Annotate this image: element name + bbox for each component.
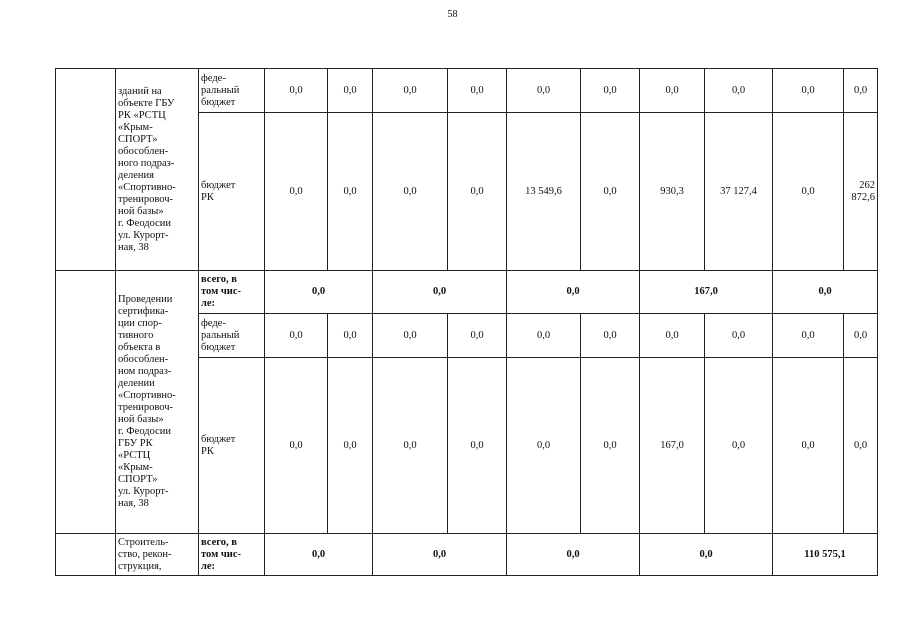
value-cell: 0,0 xyxy=(773,314,844,358)
measure-name-line: РК «РСТЦ xyxy=(118,109,166,121)
value-cell: 0,0 xyxy=(328,358,373,534)
measure-name-line: струкция, xyxy=(118,560,162,572)
value-cell: 0,0 xyxy=(581,113,640,271)
value-cell: 0,0 xyxy=(328,69,373,113)
value-cell: 0,0 xyxy=(705,358,773,534)
table-row xyxy=(56,69,878,113)
value-cell: 0,0 xyxy=(448,358,507,534)
measure-name-line: Проведении xyxy=(118,294,173,305)
measure-name-line: Строитель- xyxy=(118,536,169,548)
value-cell: 0,0 xyxy=(328,314,373,358)
measure-name-line: ГБУ РК xyxy=(118,438,153,449)
value-cell: 0,0 xyxy=(448,113,507,271)
measure-name-line: г. Феодосии xyxy=(118,426,172,437)
value-cell: 0,0 xyxy=(844,69,878,113)
measure-name-line: «Крым- xyxy=(118,462,153,473)
funding-source-total-cell: всего, в том чис- ле: xyxy=(199,271,265,314)
total-value-cell: 0,0 xyxy=(265,534,373,576)
measure-name-line: «Крым- xyxy=(118,121,153,133)
value-cell: 0,0 xyxy=(581,314,640,358)
total-value-cell: 0,0 xyxy=(640,534,773,576)
value-cell: 0,0 xyxy=(640,314,705,358)
value-cell: 930,3 xyxy=(640,113,705,271)
total-value-cell: 0,0 xyxy=(507,271,640,314)
value-cell: 37 127,4 xyxy=(705,113,773,271)
value-cell: 0,0 xyxy=(581,358,640,534)
measure-name-line: ной базы» xyxy=(118,205,164,217)
funding-source-total-cell: всего, в том чис- ле: xyxy=(199,534,265,576)
measure-name-line: тренировоч- xyxy=(118,193,174,205)
value-cell: 0,0 xyxy=(844,314,878,358)
measure-name-line: «Спортивно- xyxy=(118,390,176,401)
measure-name-line: тивного xyxy=(118,330,154,341)
value-cell: 0,0 xyxy=(773,69,844,113)
blank-cell xyxy=(56,534,116,576)
measure-name-line: тренировоч- xyxy=(118,402,174,413)
value-cell: 0,0 xyxy=(507,314,581,358)
page-number: 58 xyxy=(447,9,458,20)
value-cell: 13 549,6 xyxy=(507,113,581,271)
value-cell: 0,0 xyxy=(373,69,448,113)
value-cell: 0,0 xyxy=(265,113,328,271)
table-row xyxy=(56,534,878,576)
total-value-cell: 0,0 xyxy=(373,534,507,576)
value-cell: 167,0 xyxy=(640,358,705,534)
value-cell: 0,0 xyxy=(373,113,448,271)
measure-name-line: СПОРТ» xyxy=(118,133,158,145)
budget-table xyxy=(55,68,878,576)
measure-name-cell xyxy=(116,69,199,271)
measure-name-line: ном подраз- xyxy=(118,366,172,377)
measure-name-cell xyxy=(116,534,199,576)
funding-source-cell: феде- ральный бюджет xyxy=(199,314,265,358)
total-value-cell: 167,0 xyxy=(640,271,773,314)
measure-name-line: ная, 38 xyxy=(118,498,149,509)
value-cell: 0,0 xyxy=(844,358,878,534)
total-value-cell: 0,0 xyxy=(773,271,878,314)
measure-name-line: объекта в xyxy=(118,342,161,353)
measure-name-line: обособлен- xyxy=(118,354,169,365)
value-cell: 0,0 xyxy=(705,69,773,113)
value-cell: 0,0 xyxy=(773,113,844,271)
measure-name-line: деления xyxy=(118,169,154,181)
measure-name-line: «Спортивно- xyxy=(118,181,176,193)
funding-source-cell: феде- ральный бюджет xyxy=(199,69,265,113)
value-cell: 0,0 xyxy=(265,314,328,358)
value-cell: 0,0 xyxy=(373,358,448,534)
blank-cell xyxy=(56,271,116,534)
value-cell: 0,0 xyxy=(448,69,507,113)
value-cell: 262 872,6 xyxy=(844,113,878,271)
value-cell: 0,0 xyxy=(507,358,581,534)
total-value-cell: 110 575,1 xyxy=(773,534,878,576)
measure-name-line: обособлен- xyxy=(118,145,169,157)
measure-name-line: ной базы» xyxy=(118,414,164,425)
value-cell: 0,0 xyxy=(448,314,507,358)
funding-source-cell: бюджет РК xyxy=(199,113,265,271)
measure-name-line: ная, 38 xyxy=(118,241,149,253)
value-cell: 0,0 xyxy=(328,113,373,271)
measure-name-line: ции спор- xyxy=(118,318,162,329)
value-cell: 0,0 xyxy=(265,69,328,113)
total-value-cell: 0,0 xyxy=(373,271,507,314)
measure-name-line: г. Феодосии xyxy=(118,217,172,229)
measure-name-line: сертифика- xyxy=(118,306,169,317)
measure-name-line: объекте ГБУ xyxy=(118,97,175,109)
value-cell: 0,0 xyxy=(265,358,328,534)
measure-name-line: СПОРТ» xyxy=(118,474,158,485)
value-cell: 0,0 xyxy=(773,358,844,534)
value-cell: 0,0 xyxy=(640,69,705,113)
table-row xyxy=(56,271,878,314)
measure-name-line: ного подраз- xyxy=(118,157,175,169)
measure-name-line: делении xyxy=(118,378,155,389)
measure-name-line: ул. Курорт- xyxy=(118,486,169,497)
total-value-cell: 0,0 xyxy=(265,271,373,314)
measure-name-line: «РСТЦ xyxy=(118,450,151,461)
value-cell: 0,0 xyxy=(581,69,640,113)
measure-name-line: ул. Курорт- xyxy=(118,229,169,241)
funding-source-cell: бюджет РК xyxy=(199,358,265,534)
measure-name-line: ство, рекон- xyxy=(118,548,172,560)
measure-name-line: зданий на xyxy=(118,85,162,97)
value-cell: 0,0 xyxy=(507,69,581,113)
blank-cell xyxy=(56,69,116,271)
total-value-cell: 0,0 xyxy=(507,534,640,576)
measure-name-cell xyxy=(116,271,199,534)
value-cell: 0,0 xyxy=(705,314,773,358)
value-cell: 0,0 xyxy=(373,314,448,358)
